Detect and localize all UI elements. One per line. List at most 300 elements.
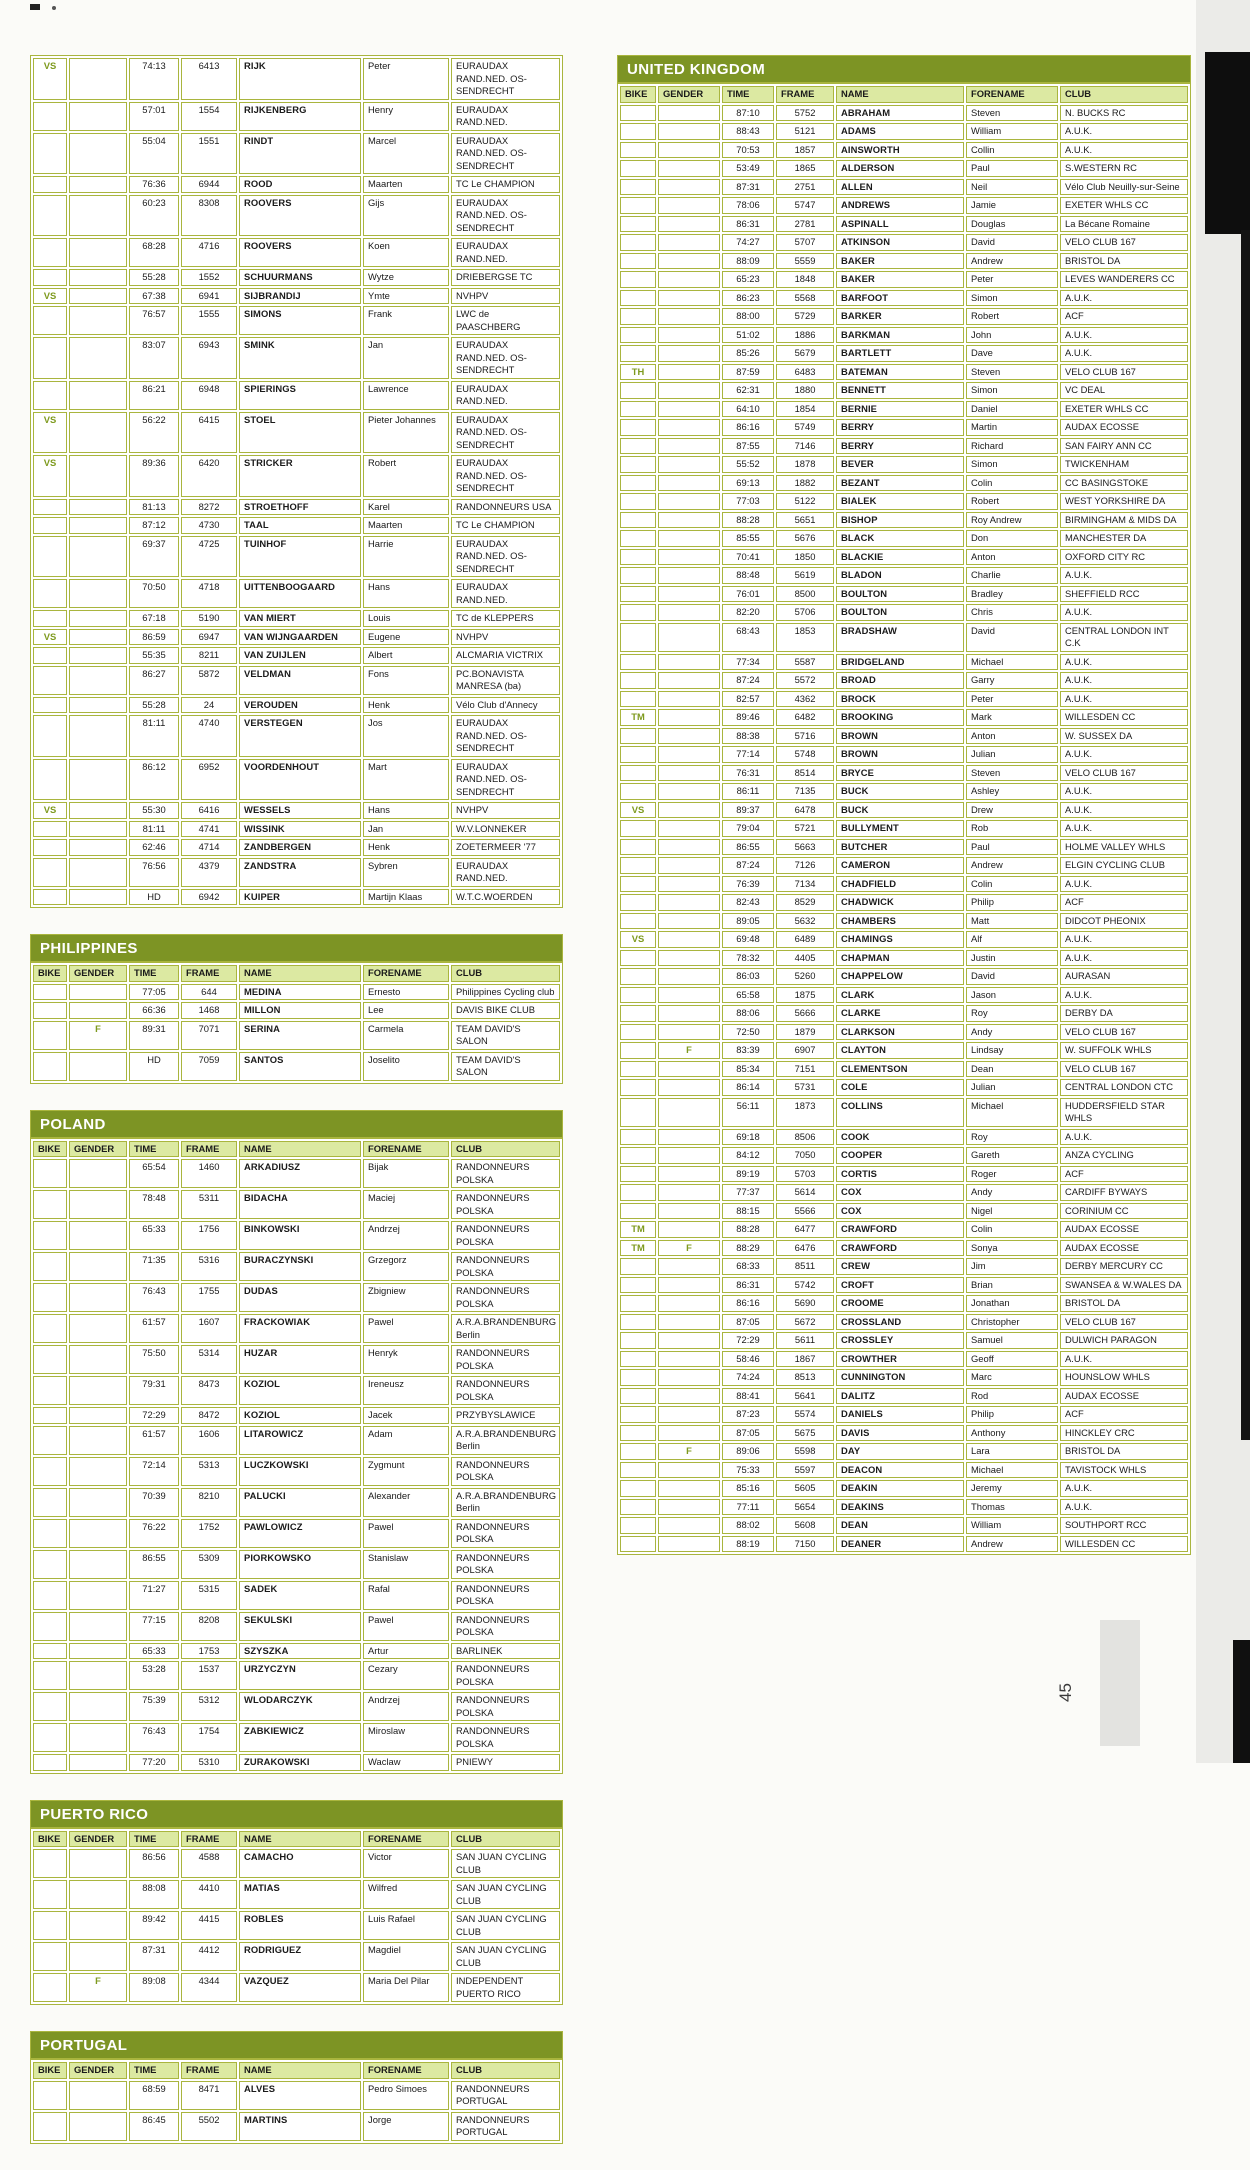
forename-cell: Koen <box>363 238 449 267</box>
frame-cell: 5654 <box>776 1499 834 1516</box>
page-number: 45 <box>1056 1683 1075 1702</box>
gender-cell <box>69 1942 127 1971</box>
frame-cell: 5587 <box>776 654 834 671</box>
name-cell: CLAYTON <box>836 1042 964 1059</box>
gender-cell <box>658 802 720 819</box>
column-header-club: CLUB <box>451 1141 560 1158</box>
bike-flag-cell <box>33 517 67 534</box>
column-header-forename: FORENAME <box>363 2062 449 2079</box>
riders-table-portugal <box>30 2059 563 2144</box>
table-row <box>620 1332 1188 1349</box>
gender-cell <box>658 308 720 325</box>
section-netherlands-continued <box>30 55 563 908</box>
frame-cell: 5566 <box>776 1203 834 1220</box>
gender-cell <box>658 950 720 967</box>
bike-flag-cell <box>620 1536 656 1553</box>
gender-cell <box>69 1002 127 1019</box>
time-cell: 77:20 <box>129 1754 179 1771</box>
frame-cell: 6416 <box>181 802 237 819</box>
scan-speck <box>52 6 56 10</box>
bike-flag-cell <box>33 2112 67 2141</box>
table-row <box>33 517 560 534</box>
frame-cell: 5731 <box>776 1079 834 1096</box>
forename-cell: Stanislaw <box>363 1550 449 1579</box>
frame-cell: 6477 <box>776 1221 834 1238</box>
forename-cell: Colin <box>966 1221 1058 1238</box>
gender-cell <box>658 1351 720 1368</box>
time-cell: 87:10 <box>722 105 774 122</box>
bike-flag-cell <box>620 765 656 782</box>
time-cell: 65:54 <box>129 1159 179 1188</box>
table-row <box>33 176 560 193</box>
club-cell: Philippines Cycling club <box>451 984 560 1001</box>
bike-flag-cell <box>620 691 656 708</box>
bike-flag-cell <box>620 604 656 621</box>
forename-cell: Pawel <box>363 1519 449 1548</box>
gender-cell <box>658 512 720 529</box>
gender-cell <box>658 197 720 214</box>
gender-cell <box>658 1184 720 1201</box>
bike-flag-cell <box>620 950 656 967</box>
gender-cell <box>69 1612 127 1641</box>
name-cell: CAMERON <box>836 857 964 874</box>
name-cell: BARKMAN <box>836 327 964 344</box>
frame-cell: 6489 <box>776 931 834 948</box>
forename-cell: Steven <box>966 105 1058 122</box>
time-cell: 86:16 <box>722 419 774 436</box>
table-row <box>620 1388 1188 1405</box>
bike-flag-cell <box>620 105 656 122</box>
bike-flag-cell <box>33 1581 67 1610</box>
time-cell: 65:33 <box>129 1643 179 1660</box>
bike-flag-cell <box>620 253 656 270</box>
bike-flag-cell <box>33 1643 67 1660</box>
time-cell: 88:43 <box>722 123 774 140</box>
forename-cell: Andrew <box>966 857 1058 874</box>
gender-cell <box>69 1052 127 1081</box>
table-row <box>33 666 560 695</box>
gender-cell <box>658 1332 720 1349</box>
section-portugal <box>30 2031 563 2144</box>
forename-cell: Ashley <box>966 783 1058 800</box>
frame-cell: 6420 <box>181 455 237 497</box>
forename-cell: Philip <box>966 894 1058 911</box>
forename-cell: Peter <box>966 691 1058 708</box>
time-cell: 82:20 <box>722 604 774 621</box>
forename-cell: Magdiel <box>363 1942 449 1971</box>
forename-cell: Hans <box>363 579 449 608</box>
club-cell: HOLME VALLEY WHLS <box>1060 839 1188 856</box>
gender-cell <box>69 1849 127 1878</box>
club-cell: A.U.K. <box>1060 746 1188 763</box>
forename-cell: Marc <box>966 1369 1058 1386</box>
time-cell: 68:28 <box>129 238 179 267</box>
name-cell: BOULTON <box>836 604 964 621</box>
club-cell: ANZA CYCLING <box>1060 1147 1188 1164</box>
gender-cell <box>658 894 720 911</box>
frame-cell: 5611 <box>776 1332 834 1349</box>
time-cell: 76:56 <box>129 858 179 887</box>
club-cell: A.R.A.BRANDENBURG Berlin <box>451 1426 560 1455</box>
gender-cell <box>69 647 127 664</box>
time-cell: 86:27 <box>129 666 179 695</box>
gender-cell <box>69 889 127 906</box>
forename-cell: John <box>966 327 1058 344</box>
table-row <box>33 1643 560 1660</box>
gender-cell <box>658 783 720 800</box>
frame-cell: 8511 <box>776 1258 834 1275</box>
table-row <box>33 1159 560 1188</box>
table-row <box>33 1942 560 1971</box>
frame-cell: 6483 <box>776 364 834 381</box>
frame-cell: 5314 <box>181 1345 237 1374</box>
frame-cell: 5614 <box>776 1184 834 1201</box>
forename-cell: Wytze <box>363 269 449 286</box>
bike-flag-cell <box>33 1723 67 1752</box>
forename-cell: Fons <box>363 666 449 695</box>
frame-cell: 1555 <box>181 306 237 335</box>
club-cell: VELO CLUB 167 <box>1060 1061 1188 1078</box>
name-cell: CLARKE <box>836 1005 964 1022</box>
gender-cell <box>658 1314 720 1331</box>
bike-flag-cell <box>33 195 67 237</box>
gender-cell <box>69 58 127 100</box>
club-cell: AURASAN <box>1060 968 1188 985</box>
name-cell: DUDAS <box>239 1283 361 1312</box>
bike-flag-cell <box>620 1388 656 1405</box>
time-cell: 81:11 <box>129 821 179 838</box>
column-header-gender: GENDER <box>69 1831 127 1848</box>
table-row <box>33 269 560 286</box>
club-cell: CARDIFF BYWAYS <box>1060 1184 1188 1201</box>
table-row <box>620 931 1188 948</box>
bike-flag-cell <box>33 102 67 131</box>
bike-flag-cell <box>33 1488 67 1517</box>
time-cell: 64:10 <box>722 401 774 418</box>
frame-cell: 4730 <box>181 517 237 534</box>
table-row <box>620 567 1188 584</box>
frame-cell: 5605 <box>776 1480 834 1497</box>
club-cell: EURAUDAX RAND.NED. <box>451 381 560 410</box>
bike-flag-cell: TM <box>620 1221 656 1238</box>
name-cell: URZYCZYN <box>239 1661 361 1690</box>
name-cell: VAN ZUIJLEN <box>239 647 361 664</box>
section-philippines <box>30 934 563 1084</box>
bike-flag-cell <box>620 475 656 492</box>
frame-cell: 7150 <box>776 1536 834 1553</box>
frame-cell: 4740 <box>181 715 237 757</box>
frame-cell: 4718 <box>181 579 237 608</box>
forename-cell: Samuel <box>966 1332 1058 1349</box>
table-row <box>620 1425 1188 1442</box>
gender-cell <box>69 1581 127 1610</box>
frame-cell: 5672 <box>776 1314 834 1331</box>
name-cell: BINKOWSKI <box>239 1221 361 1250</box>
table-row <box>620 1024 1188 1041</box>
club-cell: W.V.LONNEKER <box>451 821 560 838</box>
table-row <box>33 715 560 757</box>
bike-flag-cell <box>620 179 656 196</box>
table-row <box>33 288 560 305</box>
gender-cell <box>658 364 720 381</box>
frame-cell: 8514 <box>776 765 834 782</box>
table-row <box>620 1203 1188 1220</box>
frame-cell: 6482 <box>776 709 834 726</box>
frame-cell: 6476 <box>776 1240 834 1257</box>
frame-cell: 5752 <box>776 105 834 122</box>
frame-cell: 5651 <box>776 512 834 529</box>
gender-cell <box>658 672 720 689</box>
time-cell: 60:23 <box>129 195 179 237</box>
bike-flag-cell <box>620 987 656 1004</box>
gender-cell <box>69 1252 127 1281</box>
name-cell: BEZANT <box>836 475 964 492</box>
table-row <box>620 1499 1188 1516</box>
column-header-row <box>33 965 560 982</box>
bike-flag-cell <box>620 567 656 584</box>
gender-cell <box>658 987 720 1004</box>
gender-cell <box>658 290 720 307</box>
gender-cell <box>69 715 127 757</box>
forename-cell: Alexander <box>363 1488 449 1517</box>
table-row <box>620 728 1188 745</box>
table-row <box>33 759 560 801</box>
club-cell: NVHPV <box>451 629 560 646</box>
time-cell: 88:09 <box>722 253 774 270</box>
forename-cell: Simon <box>966 290 1058 307</box>
bike-flag-cell <box>620 1061 656 1078</box>
name-cell: SADEK <box>239 1581 361 1610</box>
name-cell: SIMONS <box>239 306 361 335</box>
name-cell: BROAD <box>836 672 964 689</box>
time-cell: 77:03 <box>722 493 774 510</box>
table-row <box>33 1345 560 1374</box>
table-row <box>33 1283 560 1312</box>
forename-cell: Alf <box>966 931 1058 948</box>
gender-cell <box>658 549 720 566</box>
table-row <box>620 746 1188 763</box>
club-cell: A.R.A.BRANDENBURG Berlin <box>451 1314 560 1343</box>
forename-cell: Maria Del Pilar <box>363 1973 449 2002</box>
name-cell: BURACZYNSKI <box>239 1252 361 1281</box>
name-cell: BROWN <box>836 746 964 763</box>
gender-cell <box>69 1754 127 1771</box>
frame-cell: 5313 <box>181 1457 237 1486</box>
name-cell: BUCK <box>836 802 964 819</box>
table-row <box>620 160 1188 177</box>
name-cell: PALUCKI <box>239 1488 361 1517</box>
name-cell: RIJK <box>239 58 361 100</box>
frame-cell: 6907 <box>776 1042 834 1059</box>
forename-cell: Don <box>966 530 1058 547</box>
club-cell: A.U.K. <box>1060 123 1188 140</box>
column-header-gender: GENDER <box>69 965 127 982</box>
frame-cell: 4344 <box>181 1973 237 2002</box>
table-row <box>33 647 560 664</box>
name-cell: BUTCHER <box>836 839 964 856</box>
time-cell: 55:04 <box>129 133 179 175</box>
club-cell: A.U.K. <box>1060 820 1188 837</box>
frame-cell: 5310 <box>181 1754 237 1771</box>
club-cell: RANDONNEURS POLSKA <box>451 1692 560 1721</box>
gender-cell <box>69 195 127 237</box>
bike-flag-cell <box>620 968 656 985</box>
club-cell: RANDONNEURS POLSKA <box>451 1723 560 1752</box>
bike-flag-cell <box>620 1480 656 1497</box>
gender-cell <box>69 1488 127 1517</box>
name-cell: MILLON <box>239 1002 361 1019</box>
forename-cell: Pieter Johannes <box>363 412 449 454</box>
club-cell: PRZYBYSLAWICE <box>451 1407 560 1424</box>
club-cell: RANDONNEURS POLSKA <box>451 1661 560 1690</box>
name-cell: SMINK <box>239 337 361 379</box>
forename-cell: Charlie <box>966 567 1058 584</box>
time-cell: 89:42 <box>129 1911 179 1940</box>
table-row <box>33 306 560 335</box>
bike-flag-cell <box>620 1277 656 1294</box>
riders-table-poland <box>30 1138 563 1774</box>
gender-cell <box>69 2112 127 2141</box>
bike-flag-cell <box>33 666 67 695</box>
time-cell: 76:36 <box>129 176 179 193</box>
column-header-forename: FORENAME <box>966 86 1058 103</box>
frame-cell: 1875 <box>776 987 834 1004</box>
name-cell: ALVES <box>239 2081 361 2110</box>
bike-flag-cell <box>620 1147 656 1164</box>
gender-cell <box>69 1880 127 1909</box>
forename-cell: Rod <box>966 1388 1058 1405</box>
frame-cell: 5748 <box>776 746 834 763</box>
time-cell: 87:23 <box>722 1406 774 1423</box>
column-header-frame: FRAME <box>181 965 237 982</box>
time-cell: 85:26 <box>722 345 774 362</box>
time-cell: 86:14 <box>722 1079 774 1096</box>
frame-cell: 5729 <box>776 308 834 325</box>
forename-cell: Jan <box>363 821 449 838</box>
bike-flag-cell <box>33 1159 67 1188</box>
name-cell: BERNIE <box>836 401 964 418</box>
table-row <box>620 308 1188 325</box>
time-cell: 87:59 <box>722 364 774 381</box>
table-row <box>33 629 560 646</box>
forename-cell: Gareth <box>966 1147 1058 1164</box>
table-row <box>620 1147 1188 1164</box>
table-row <box>620 1536 1188 1553</box>
club-cell: ACF <box>1060 894 1188 911</box>
gender-cell <box>69 666 127 695</box>
club-cell: A.U.K. <box>1060 654 1188 671</box>
frame-cell: 7126 <box>776 857 834 874</box>
frame-cell: 1554 <box>181 102 237 131</box>
name-cell: WLODARCZYK <box>239 1692 361 1721</box>
bike-flag-cell <box>620 876 656 893</box>
name-cell: ROOVERS <box>239 195 361 237</box>
forename-cell: Collin <box>966 142 1058 159</box>
table-row <box>33 1911 560 1940</box>
name-cell: CHAMBERS <box>836 913 964 930</box>
frame-cell: 4588 <box>181 1849 237 1878</box>
forename-cell: Christopher <box>966 1314 1058 1331</box>
bike-flag-cell <box>33 858 67 887</box>
table-row <box>620 105 1188 122</box>
name-cell: ATKINSON <box>836 234 964 251</box>
forename-cell: Jacek <box>363 1407 449 1424</box>
gender-cell <box>69 1159 127 1188</box>
forename-cell: Jeremy <box>966 1480 1058 1497</box>
frame-cell: 4362 <box>776 691 834 708</box>
bike-flag-cell <box>620 549 656 566</box>
bike-flag-cell <box>620 1443 656 1460</box>
table-row <box>620 623 1188 652</box>
table-row <box>33 499 560 516</box>
bike-flag-cell <box>33 1754 67 1771</box>
name-cell: CAMACHO <box>239 1849 361 1878</box>
table-row <box>33 839 560 856</box>
table-row <box>33 802 560 819</box>
table-row <box>620 876 1188 893</box>
gender-cell <box>658 142 720 159</box>
club-cell: A.U.K. <box>1060 876 1188 893</box>
name-cell: WESSELS <box>239 802 361 819</box>
time-cell: 67:18 <box>129 610 179 627</box>
bike-flag-cell <box>620 820 656 837</box>
forename-cell: David <box>966 623 1058 652</box>
forename-cell: Wilfred <box>363 1880 449 1909</box>
table-row <box>620 1258 1188 1275</box>
name-cell: KOZIOL <box>239 1407 361 1424</box>
time-cell: 78:06 <box>722 197 774 214</box>
bike-flag-cell <box>33 1880 67 1909</box>
gender-cell <box>69 1376 127 1405</box>
frame-cell: 5742 <box>776 1277 834 1294</box>
club-cell: VELO CLUB 167 <box>1060 364 1188 381</box>
time-cell: 57:01 <box>129 102 179 131</box>
forename-cell: Steven <box>966 364 1058 381</box>
name-cell: CLARK <box>836 987 964 1004</box>
name-cell: BARFOOT <box>836 290 964 307</box>
bike-flag-cell <box>33 2081 67 2110</box>
time-cell: 72:29 <box>129 1407 179 1424</box>
name-cell: AINSWORTH <box>836 142 964 159</box>
gender-cell <box>658 746 720 763</box>
club-cell: TEAM DAVID'S SALON <box>451 1021 560 1050</box>
frame-cell: 5315 <box>181 1581 237 1610</box>
bike-flag-cell <box>620 345 656 362</box>
name-cell: STROETHOFF <box>239 499 361 516</box>
table-row <box>620 820 1188 837</box>
left-column <box>30 55 563 2170</box>
frame-cell: 8210 <box>181 1488 237 1517</box>
frame-cell: 5574 <box>776 1406 834 1423</box>
table-row <box>620 234 1188 251</box>
forename-cell: Simon <box>966 382 1058 399</box>
club-cell: SHEFFIELD RCC <box>1060 586 1188 603</box>
time-cell: 86:31 <box>722 1277 774 1294</box>
club-cell: DIDCOT PHEONIX <box>1060 913 1188 930</box>
forename-cell: Jamie <box>966 197 1058 214</box>
column-header-row <box>33 1141 560 1158</box>
bike-flag-cell <box>620 1098 656 1127</box>
forename-cell: Chris <box>966 604 1058 621</box>
bike-flag-cell <box>620 1166 656 1183</box>
bike-flag-cell <box>620 728 656 745</box>
forename-cell: Ymte <box>363 288 449 305</box>
column-header-time: TIME <box>129 2062 179 2079</box>
bike-flag-cell <box>33 1376 67 1405</box>
gender-cell <box>658 1221 720 1238</box>
gender-cell <box>658 691 720 708</box>
table-row <box>33 821 560 838</box>
